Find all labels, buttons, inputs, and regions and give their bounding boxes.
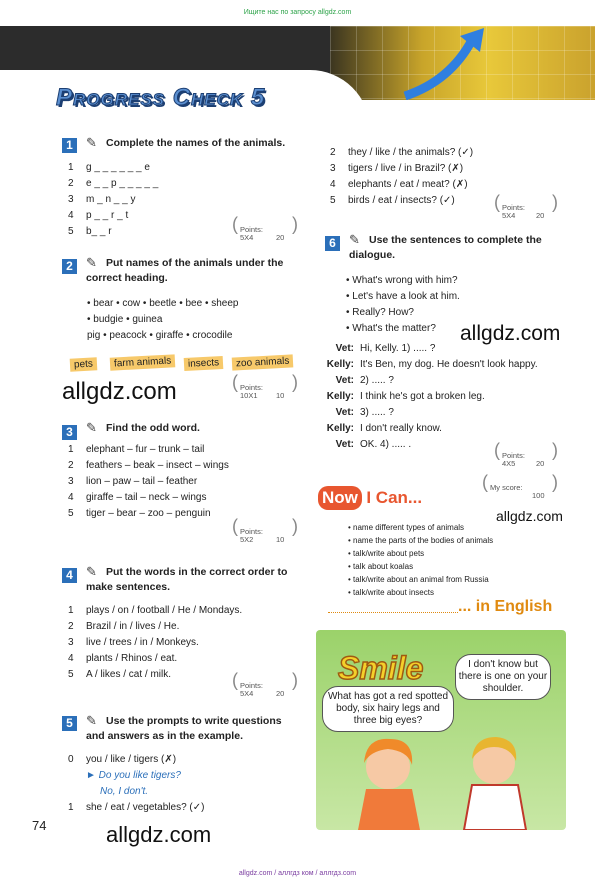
list-item: 4 elephants / eat / meat? (✗) — [330, 179, 468, 190]
dialogue-line: Kelly: I think he's got a broken leg. — [326, 391, 485, 402]
section-number-3: 3 — [62, 425, 77, 440]
section-1-instruction: Complete the names of the animals. — [106, 137, 286, 149]
list-item: • What's the matter? — [346, 323, 436, 334]
dialogue-line: Vet: OK. 4) ..... . — [335, 439, 412, 450]
heading-tag-insects: insects — [184, 356, 224, 371]
section-3-instruction: Find the odd word. — [106, 422, 200, 434]
list-item: 1 g _ _ _ _ _ _ e — [68, 162, 150, 173]
list-item: 4 p _ _ r _ t — [68, 210, 129, 221]
list-item: 3 live / trees / in / Monkeys. — [68, 637, 199, 648]
heading-tag-pets: pets — [70, 357, 98, 371]
watermark: allgdz.com — [106, 822, 212, 847]
points-box-3: ( ) Points: 5X2 10 — [232, 516, 298, 544]
pencil-icon: ✎ — [86, 420, 97, 435]
list-item: • name the parts of the bodies of animals — [348, 536, 494, 545]
dialogue — [306, 341, 538, 453]
word-bank-line-2: • budgie • guinea — [87, 314, 163, 325]
list-item: • What's wrong with him? — [346, 275, 458, 286]
list-item: 1 elephant – fur – trunk – tail — [68, 444, 205, 455]
now-badge: Now — [318, 486, 362, 510]
list-item: 3 tigers / live / in Brazil? (✗) — [330, 163, 464, 174]
list-item: • talk about koalas — [348, 562, 414, 571]
page-number: 74 — [32, 818, 47, 833]
section-4-instruction: Put the words in the correct order to make sentences. — [86, 566, 288, 593]
list-item: 2 e _ _ p _ _ _ _ _ — [68, 178, 159, 189]
dialogue-line: Vet: Hi, Kelly. 1) ..... ? — [335, 343, 436, 354]
list-item: 3 m _ n _ _ y — [68, 194, 136, 205]
points-box-5: ( ) Points: 5X4 20 — [494, 192, 558, 220]
heading-tag-zoo: zoo animals — [232, 354, 294, 370]
list-item: 3 lion – paw – tail – feather — [68, 476, 198, 487]
section-number-1: 1 — [62, 138, 77, 153]
example-question: ► Do you like tigers? — [86, 770, 181, 781]
list-item: 2 they / like / the animals? (✓) — [330, 147, 474, 158]
section-2-instruction: Put names of the animals under the correct heading. — [86, 257, 284, 284]
list-item: 2 feathers – beak – insect – wings — [68, 460, 229, 471]
arrow-icon — [400, 26, 490, 100]
section-5-instruction: Use the prompts to write questions and answers as in the example. — [86, 715, 282, 742]
list-item: 4 giraffe – tail – neck – wings — [68, 492, 207, 503]
points-box-4: ( ) Points: 5X4 20 — [232, 670, 298, 698]
watermark: allgdz.com — [62, 378, 177, 405]
bottom-note: allgdz.com / аллгдз ком / аллгдз.com — [238, 870, 357, 877]
list-item: 5 tiger – bear – zoo – penguin — [68, 508, 211, 519]
list-item: 1 she / eat / vegetables? (✓) — [68, 802, 205, 813]
smile-cartoon — [316, 630, 566, 830]
i-can-label: I Can... — [366, 488, 423, 507]
list-item: • name different types of animals — [348, 523, 465, 532]
section-number-6: 6 — [325, 236, 340, 251]
list-item: • talk/write about pets — [348, 549, 425, 558]
section-number-4: 4 — [62, 568, 77, 583]
pencil-icon: ✎ — [349, 232, 360, 247]
dialogue-line: Vet: 2) ..... ? — [335, 375, 394, 386]
points-box-6: ( ) Points: 4X5 20 — [494, 440, 558, 468]
points-box-2: ( ) Points: 10X1 10 — [232, 372, 298, 400]
score-box: ( ) My score: 100 — [482, 472, 558, 500]
top-note: Ищите нас по запросу allgdz.com — [243, 9, 352, 16]
page-title: Progress Check 5 — [56, 84, 266, 111]
section-4-list — [68, 603, 242, 683]
word-bank-line-3: pig • peacock • giraffe • crocodile — [87, 330, 233, 341]
example-answer: No, I don't. — [100, 786, 149, 797]
section-number-5: 5 — [62, 716, 77, 731]
section-6-instruction: Use the sentences to complete the dialogue. — [349, 234, 542, 261]
section-3-list — [68, 442, 229, 522]
divider — [328, 612, 458, 613]
answer-bubble: I don't know but there is one on your shoulder. — [455, 654, 551, 700]
list-item: • Let's have a look at him. — [346, 291, 460, 302]
in-english-label: ... in English — [458, 598, 553, 615]
word-bank-line-1: • bear • cow • beetle • bee • sheep — [87, 298, 239, 309]
dialogue-line: Kelly: I don't really know. — [326, 423, 442, 434]
list-item: 5 A / likes / cat / milk. — [68, 669, 172, 680]
smile-title: Smile — [338, 650, 424, 686]
list-item: 4 plants / Rhinos / eat. — [68, 653, 178, 664]
dialogue-line: Kelly: It's Ben, my dog. He doesn't look happy. — [326, 359, 538, 370]
list-item: • talk/write about insects — [348, 588, 434, 597]
list-item: • Really? How? — [346, 307, 414, 318]
heading-tag-farm: farm animals — [110, 354, 176, 370]
section-5-list-continued — [330, 145, 473, 209]
now-i-can-heading — [318, 486, 422, 510]
section-number-2: 2 — [62, 259, 77, 274]
dialogue-line: Vet: 3) ..... ? — [335, 407, 394, 418]
pencil-icon: ✎ — [86, 564, 97, 579]
pencil-icon: ✎ — [86, 135, 97, 150]
section-1-list — [68, 160, 158, 240]
watermark: allgdz.com — [496, 508, 563, 524]
list-item: 5 b_ _ r — [68, 226, 112, 237]
dialogue-options — [346, 273, 460, 337]
list-item: • talk/write about an animal from Russia — [348, 575, 489, 584]
list-item: 5 birds / eat / insects? (✓) — [330, 195, 455, 206]
pencil-icon: ✎ — [86, 713, 97, 728]
list-item: 1 plays / on / football / He / Mondays. — [68, 605, 243, 616]
watermark: allgdz.com — [460, 322, 561, 345]
can-do-list — [348, 521, 493, 599]
children-illustration — [316, 725, 566, 830]
pencil-icon: ✎ — [86, 255, 97, 270]
example-prompt: 0 you / like / tigers (✗) — [68, 754, 177, 765]
points-box-1: ( ) Points: 5X4 20 — [232, 214, 298, 242]
question-bubble: What has got a red spotted body, six hairy legs and three big eyes? — [322, 686, 454, 732]
list-item: 2 Brazil / in / lives / He. — [68, 621, 180, 632]
